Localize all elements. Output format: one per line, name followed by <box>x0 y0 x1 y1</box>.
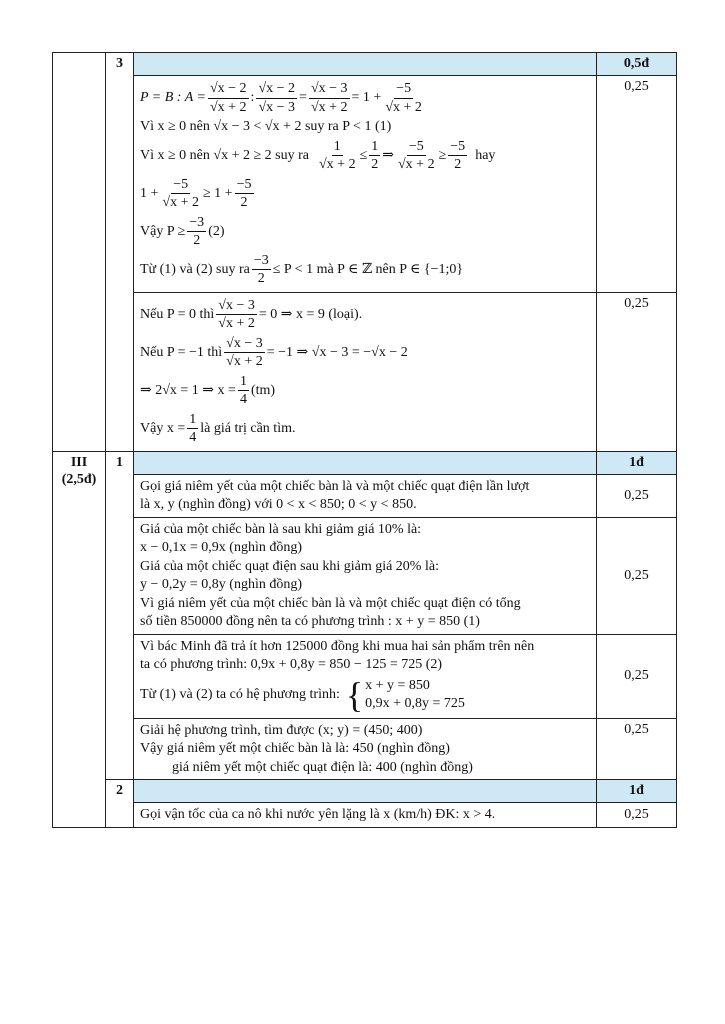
system-of-equations: Từ (1) và (2) ta có hệ phương trình: { x + y = 850 0,9x + 0,8y = 725 <box>140 674 465 715</box>
question-header-bar <box>134 451 597 474</box>
answer-key-table <box>52 52 677 828</box>
inequality-2: Vì x ≥ 0 nên √x + 2 ≥ 2 suy ra $\frac{1}{√x + 2}$ ≤ $\frac{1}{2}$ ⇒ $\frac{-5}{√x + 2}$ ≥ $\frac{-5}{2}$ hay <box>140 138 496 172</box>
part-points: (2,5đ) <box>61 472 97 487</box>
solution-step: Giá của một chiếc bàn là sau khi giảm giá 10% là: x − 0,1x = 0,9x (nghìn đồng) Giá của một chiếc quạt điện sau khi giảm giá 20% là: y − 0,2y = 0,8y (nghìn đồng) Vì giá niêm yết của một chiếc bàn là và một chiếc quạt điện có tổng số tiền 850000 đồng nên ta có phương trình : x + y = 850 (1) <box>134 517 597 634</box>
brace-icon: { <box>345 674 364 715</box>
question-number: 2 <box>106 780 134 828</box>
question-3-step-2-row <box>53 292 677 451</box>
part-cell-empty <box>53 53 106 452</box>
solution-step: Vì bác Minh đã trả ít hơn 125000 đồng khi mua hai sản phẩm trên nên ta có phương trình: 0,9x + 0,8y = 850 − 125 = 725 (2) Từ (1) và (2) ta có hệ phương trình: { x + y = 850 0,9x + 0,8y = 725 <box>134 634 597 718</box>
final-answer: Vậy x = $\frac{1}{4}$ là giá trị cần tìm. <box>140 411 296 445</box>
solution-step: Giải hệ phương trình, tìm được (x; y) = (450; 400) Vậy giá niêm yết một chiếc bàn là là: 450 (nghìn đồng) giá niêm yết một chiếc quạt điện là: 400 (nghìn đồng) <box>134 718 597 780</box>
part-III-q1-step-4-row <box>53 718 677 780</box>
case-p-zero: Nếu P = 0 thì $\frac{√x - 3}{√x + 2}$ = 0 ⇒ x = 9 (loại). <box>140 297 363 331</box>
solution-step <box>134 76 597 293</box>
question-header-bar <box>134 53 597 76</box>
question-score: 1đ <box>597 451 677 474</box>
conclusion-range: Từ (1) và (2) suy ra $\frac{-3}{2}$ ≤ P < 1 mà P ∈ ℤ nên P ∈ {−1;0} <box>140 252 464 286</box>
step-score: 0,25 <box>597 474 677 517</box>
step-score: 0,25 <box>597 517 677 634</box>
conclusion-2: Vậy P ≥ $\frac{-3}{2}$ (2) <box>140 214 225 248</box>
part-III-q2-step-1-row <box>53 803 677 828</box>
solution-step: Gọi giá niêm yết của một chiếc bàn là và một chiếc quạt điện lần lượt là x, y (nghìn đồng) với 0 < x < 850; 0 < y < 850. <box>134 474 597 517</box>
inequality-3: 1 + $\frac{-5}{√x + 2}$ ≥ 1 + $\frac{-5}{2}$ <box>140 176 252 210</box>
part-III-q1-header-row <box>53 451 677 474</box>
question-header-bar <box>134 780 597 803</box>
part-III-q2-header-row <box>53 780 677 803</box>
step-score: 0,25 <box>597 292 677 451</box>
inequality-1: Vì x ≥ 0 nên √x − 3 < √x + 2 suy ra P < 1 (1) <box>140 119 392 134</box>
case-p-minus-one: Nếu P = −1 thì $\frac{√x - 3}{√x + 2}$ = −1 ⇒ √x − 3 = −√x − 2 <box>140 335 408 369</box>
part-III-q1-step-3-row <box>53 634 677 718</box>
step-score: 0,25 <box>597 76 677 293</box>
expression-p: P = B : A = $\frac{√x - 2}{√x + 2}$ : $\frac{√x - 2}{√x - 3}$ = $\frac{√x - 3}{√x + 2}$ = 1 + $\frac{-5}{√x + 2}$ <box>140 81 422 115</box>
question-score: 1đ <box>597 780 677 803</box>
part-label: III <box>70 454 88 470</box>
part-III-q1-step-2-row <box>53 517 677 634</box>
step-score: 0,25 <box>597 718 677 780</box>
part-label-cell <box>53 451 106 827</box>
solve-x: ⇒ 2√x = 1 ⇒ x = $\frac{1}{4}$ (tm) <box>140 373 276 407</box>
step-score: 0,25 <box>597 803 677 828</box>
solution-step <box>134 292 597 451</box>
step-score: 0,25 <box>597 634 677 718</box>
part-III-q1-step-1-row <box>53 474 677 517</box>
question-number: 3 <box>106 53 134 452</box>
question-3-header-row <box>53 53 677 76</box>
solution-step: Gọi vận tốc của ca nô khi nước yên lặng là x (km/h) ĐK: x > 4. <box>134 803 597 828</box>
question-3-step-1-row <box>53 76 677 293</box>
question-number: 1 <box>106 451 134 780</box>
question-score: 0,5đ <box>597 53 677 76</box>
